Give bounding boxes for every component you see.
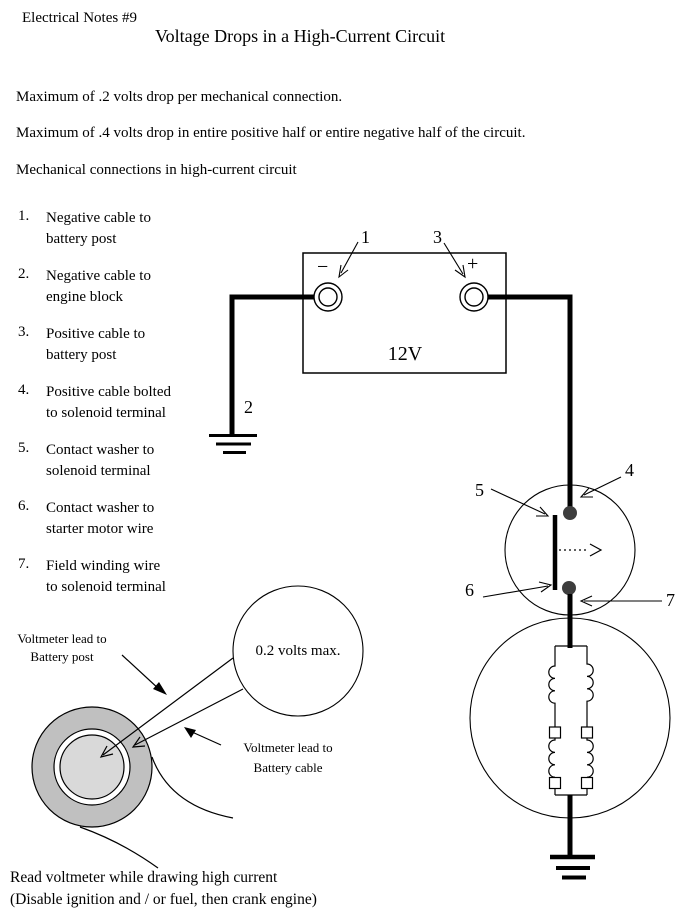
lead-cable-pointer-arrow: [184, 727, 221, 745]
rule-max-per-half: Maximum of .4 volts drop in entire positive half or entire negative half of the circuit.: [16, 125, 526, 141]
rule-max-per-connection: Maximum of .2 volts drop per mechanical connection.: [16, 89, 343, 105]
callout-3-label: 3: [433, 227, 442, 247]
lead-cable-label: [232, 738, 344, 778]
page-title: Voltage Drops in a High-Current Circuit: [155, 26, 446, 46]
list-item: [18, 324, 145, 366]
lead-post-label-line1: Voltmeter lead to: [17, 631, 107, 646]
lead-post-pointer-arrow: [122, 655, 167, 695]
list-item-line2: battery post: [46, 231, 117, 247]
voltmeter-lead-cable-line: [133, 689, 243, 747]
battery-cable-curve-lower: [80, 827, 158, 868]
callout-6-label: 6: [465, 580, 474, 600]
list-item-number: 5.: [18, 440, 30, 456]
negative-terminal-label: −: [317, 256, 329, 278]
solenoid-terminal-dot-bottom: [562, 581, 576, 595]
brush-square: [582, 727, 593, 738]
list-item: [18, 208, 151, 250]
negative-terminal-icon: [314, 283, 342, 311]
battery-cable-curve-upper: [152, 757, 233, 818]
callout-6-arrow: [483, 582, 551, 597]
list-item-number: 7.: [18, 556, 30, 572]
list-item-line2: to solenoid terminal: [46, 405, 166, 421]
list-item-number: 2.: [18, 266, 30, 282]
brush-square: [550, 727, 561, 738]
battery-post-top-view: [32, 707, 152, 827]
list-item-line1: Negative cable to: [46, 268, 151, 284]
lead-cable-label-line1: Voltmeter lead to: [243, 740, 333, 755]
footer-instructions: [10, 867, 317, 910]
callout-4-label: 4: [625, 460, 634, 480]
battery-voltage-label: 12V: [387, 343, 423, 365]
list-item-number: 6.: [18, 498, 30, 514]
ground-starter-icon: [550, 857, 595, 878]
plunger-motion-icon: [559, 544, 601, 556]
list-item-line2: battery post: [46, 347, 117, 363]
lead-post-label: [6, 630, 118, 666]
list-item: [18, 440, 154, 482]
ground-engine-icon: [209, 436, 257, 453]
lead-cable-label-line2: Battery cable: [253, 760, 323, 775]
footer-line1: Read voltmeter while drawing high current: [10, 869, 278, 886]
list-item-line2: starter motor wire: [46, 521, 154, 537]
list-item-line2: engine block: [46, 289, 124, 305]
list-item-line1: Contact washer to: [46, 442, 155, 458]
callout-7-arrow: [581, 596, 662, 606]
list-item-line1: Positive cable bolted: [46, 384, 171, 400]
brush-contacts: [550, 727, 593, 789]
callout-7-label: 7: [666, 590, 675, 610]
brush-square: [582, 778, 593, 789]
list-item: [18, 266, 151, 308]
list-item-line1: Contact washer to: [46, 500, 155, 516]
callout-1-label: 1: [361, 227, 370, 247]
list-item: [18, 382, 171, 424]
list-item-number: 1.: [18, 208, 30, 224]
list-intro: Mechanical connections in high-current circuit: [16, 162, 297, 178]
positive-cable-wire: [488, 297, 570, 509]
field-winding-left: [549, 646, 555, 795]
footer-line2: (Disable ignition and / or fuel, then crank engine): [10, 890, 317, 908]
voltmeter-reading: 0.2 volts max.: [255, 643, 341, 659]
list-item: [18, 556, 166, 598]
callout-3-arrow: [444, 243, 465, 277]
field-winding-right: [587, 646, 593, 795]
list-item-line2: to solenoid terminal: [46, 579, 166, 595]
callout-2-label: 2: [244, 397, 253, 417]
list-item-line2: solenoid terminal: [46, 463, 151, 479]
solenoid-terminal-dot-top: [563, 506, 577, 520]
page-header: Electrical Notes #9: [22, 10, 137, 26]
list-item-number: 4.: [18, 382, 30, 398]
list-item-line1: Negative cable to: [46, 210, 151, 226]
positive-terminal-icon: [460, 283, 488, 311]
callout-1-arrow: [339, 242, 358, 277]
positive-terminal-label: +: [467, 253, 479, 275]
list-item: [18, 498, 154, 540]
list-item-number: 3.: [18, 324, 30, 340]
callout-5-label: 5: [475, 480, 484, 500]
list-item-line1: Field winding wire: [46, 558, 161, 574]
brush-square: [550, 778, 561, 789]
list-item-line1: Positive cable to: [46, 326, 146, 342]
lead-post-label-line2: Battery post: [30, 649, 94, 664]
